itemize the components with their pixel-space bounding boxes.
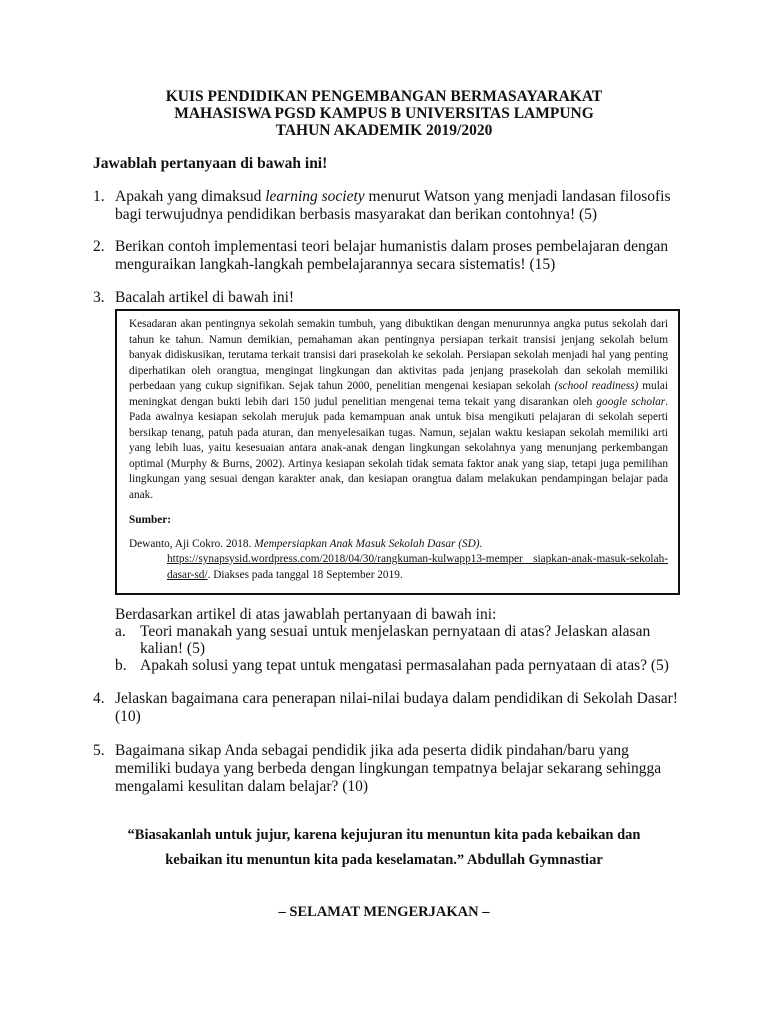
question-number: 3. xyxy=(93,289,105,306)
article-box xyxy=(115,309,680,595)
closing-text: – SELAMAT MENGERJAKAN – xyxy=(278,904,490,920)
question-text: Bacalah artikel di bawah ini! xyxy=(115,289,295,306)
quote-line-1: “Biasakanlah untuk jujur, karena kejujuran itu menuntun kita pada kebaikan dan xyxy=(127,827,641,843)
sub-questions-intro: Berdasarkan artikel di atas jawablah pertanyaan di bawah ini: xyxy=(115,606,497,623)
question-text: Apakah yang dimaksud learning society menurut Watson yang menjadi landasan filosofis bagi terwujudnya pendidikan berbasis masyarakat dan berikan contohnya! (5) xyxy=(115,188,671,223)
quote-line-2: kebaikan itu menuntun kita pada keselamatan.” Abdullah Gymnastiar xyxy=(165,852,603,868)
article-body: Kesadaran akan pentingnya sekolah semakin tumbuh, yang dibuktikan dengan menurunnya angka putus sekolah dari tahun ke tahun. Namun demikian, pemahaman akan pentingnya persiapan terkait transisi jenjang sekolah belum banyak didiskusikan, terutama terkait transisi dari prasekolah ke sekolah. Persiapan sekolah menjadi hal yang penting diperhatikan oleh orangtua, mengingat lingkungan dan aktivitas pada jenjang prasekolah dan sekolah memiliki perbedaan yang cukup signifikan. Sejak tahun 2000, penelitian mengenai kesiapan sekolah (school readiness) mulai meningkat dengan bukti lebih dari 150 judul penelitian mengenai tema tekait yang disarankan oleh google scholar. Pada awalnya kesiapan sekolah merujuk pada kemampuan anak untuk bisa mengikuti pelajaran di sekolah seperti bersikap tenang, patuh pada aturan, dan menyelesaikan tugas. Namun, sejalan waktu kesiapan sekolah memiliki arti yang lebih luas, yaitu kesesuaian antara anak-anak dengan lingkungan sekolahnya yang menunjang perkembangan optimal (Murphy & Burns, 2002). Artinya kesiapan sekolah tidak semata faktor anak yang siap, tetapi juga pemilihan lingkungan yang sesuai dengan karakter anak, dan kesiapan orangtua dalam melakukan pendampingan belajar pada anak. xyxy=(129,318,668,501)
term-learning-society: learning society xyxy=(265,188,365,205)
citation: Dewanto, Aji Cokro. 2018. Mempersiapkan Anak Masuk Sekolah Dasar (SD). https://synapsysid.wordpress.com/2018/04/30/rangkuman-kulwapp13-memper siapkan-anak-masuk-sekolah-dasar-sd/. Diakses pada tanggal 18 September 2019. xyxy=(129,537,668,581)
citation-url[interactable]: https://synapsysid.wordpress.com/2018/04/30/rangkuman-kulwapp13-memper siapkan-anak-masuk-sekolah-dasar-sd/ xyxy=(167,553,668,581)
title-line-3: TAHUN AKADEMIK 2019/2020 xyxy=(275,122,493,139)
question-5 xyxy=(93,742,683,796)
term-google-scholar: google scholar xyxy=(596,395,666,408)
term-school-readiness: (school readiness) xyxy=(554,380,639,392)
sub-question-b: b. Apakah solusi yang tepat untuk mengatasi permasalahan pada pernyataan di atas? (5) xyxy=(115,657,669,674)
question-number: 5. xyxy=(93,742,105,759)
citation-title: Mempersiapkan Anak Masuk Sekolah Dasar (SD). xyxy=(254,537,483,550)
instruction: Jawablah pertanyaan di bawah ini! xyxy=(93,155,328,172)
source-label: Sumber: xyxy=(129,514,172,526)
question-4 xyxy=(93,690,683,726)
question-2 xyxy=(93,238,683,274)
question-3 xyxy=(93,289,683,307)
question-number: 4. xyxy=(93,690,105,707)
sub-questions xyxy=(115,606,685,674)
title-line-1: KUIS PENDIDIKAN PENGEMBANGAN BERMASAYARAKAT xyxy=(165,88,603,105)
question-text: Berikan contoh implementasi teori belajar humanistis dalam proses pembelajaran dengan menguraikan langkah-langkah pembelajarannya secara sistematis! (15) xyxy=(115,238,669,273)
sub-question-a: a. Teori manakah yang sesuai untuk menjelaskan pernyataan di atas? Jelaskan alasan kalian! (5) xyxy=(115,623,651,657)
title-line-2: MAHASISWA PGSD KAMPUS B UNIVERSITAS LAMPUNG xyxy=(174,105,594,122)
question-number: 1. xyxy=(93,188,105,205)
question-1 xyxy=(93,188,683,224)
question-text: Bagaimana sikap Anda sebagai pendidik jika ada peserta didik pindahan/baru yang memiliki budaya yang berbeda dengan lingkungan tempatnya belajar sekarang sehingga mengalami kesulitan dalam belajar? (10) xyxy=(115,742,662,795)
question-text: Jelaskan bagaimana cara penerapan nilai-nilai budaya dalam pendidikan di Sekolah Dasar! (10) xyxy=(115,690,678,725)
question-number: 2. xyxy=(93,238,105,255)
